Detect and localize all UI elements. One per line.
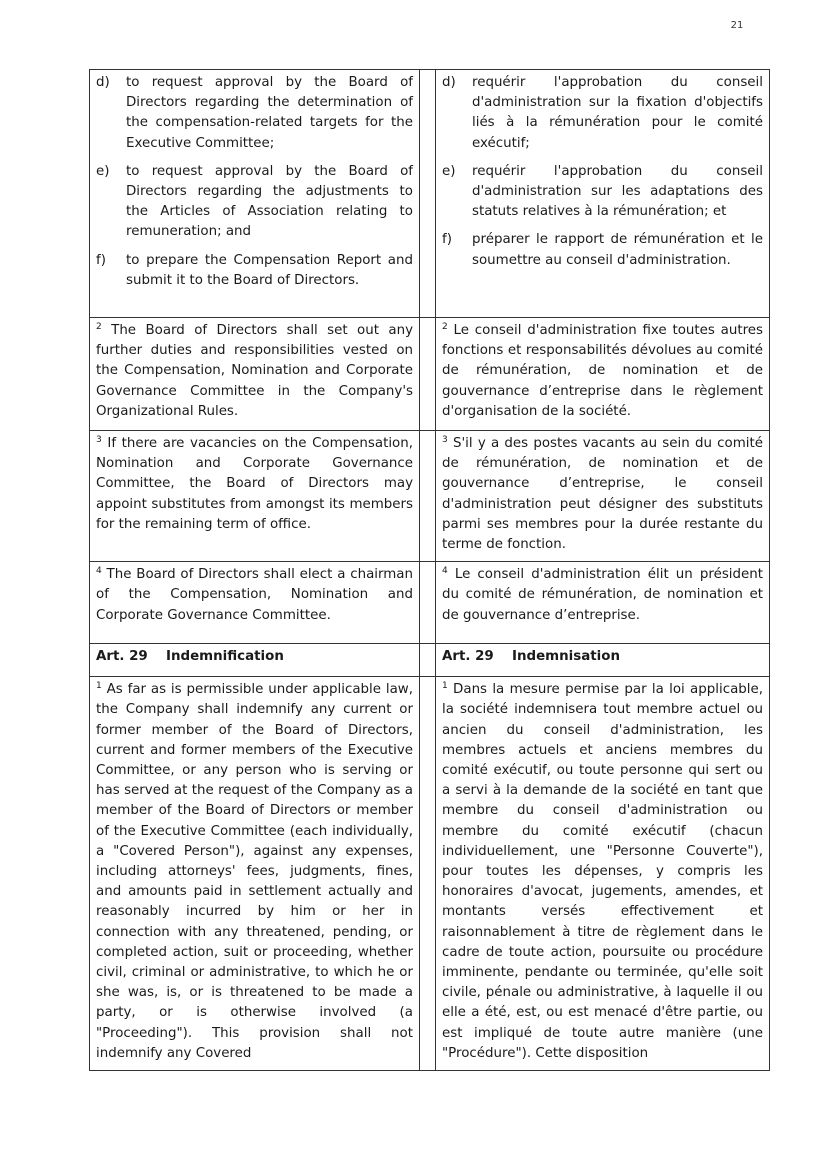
paragraph-4-fr: $^4$ Le conseil d'administration élit un président du comité de rémunération, de nomination et de gouvernance d’entreprise. (436, 562, 770, 644)
duties-list-fr (436, 70, 770, 318)
bilingual-articles-table (89, 69, 770, 1071)
paragraph-2-fr: $^2$ Le conseil d'administration fixe toutes autres fonctions et responsabilités dévolues au comité de rémunération, de nomination et de gouvernance d’entreprise dans le règlement d'organisation de la société. (436, 318, 770, 431)
paragraph-3-en: $^3$ If there are vacancies on the Compensation, Nomination and Corporate Governance Committee, the Board of Directors may appoint substitutes from amongst its members for the remaining term of office. (90, 431, 420, 562)
duties-list-en (90, 70, 420, 318)
page-number: 21 (730, 20, 744, 31)
duties-list-row (90, 70, 770, 318)
article-29-paragraph-1-row (90, 677, 770, 1071)
column-gap (420, 431, 436, 562)
list-item: f) préparer le rapport de rémunération et le soumettre au conseil d'administration. (442, 232, 763, 268)
column-gap (420, 318, 436, 431)
paragraph-2-row (90, 318, 770, 431)
list-item: e) requérir l'approbation du conseil d'administration sur les adaptations des statuts relatives à la rémunération; et (442, 163, 763, 220)
column-gap (420, 644, 436, 677)
column-gap (420, 70, 436, 318)
article-heading-en: Art. 29 Indemnification (90, 644, 420, 677)
paragraph-2-en: $^2$ The Board of Directors shall set out any further duties and responsibilities vested on the Compensation, Nomination and Corporate Governance Committee in the Company's Organizational Rules. (90, 318, 420, 431)
list-item: f) to prepare the Compensation Report and submit it to the Board of Directors. (96, 252, 413, 288)
paragraph-4-row (90, 562, 770, 644)
list-item: d) requérir l'approbation du conseil d'administration sur la fixation d'objectifs liés à la rémunération pour le comité exécutif; (442, 75, 763, 151)
paragraph-3-row (90, 431, 770, 562)
list-item: e) to request approval by the Board of Directors regarding the adjustments to the Articles of Association relating to remuneration; and (96, 163, 413, 240)
column-gap (420, 562, 436, 644)
paragraph-3-fr: $^3$ S'il y a des postes vacants au sein du comité de rémunération, de nomination et de gouvernance d’entreprise, le conseil d'administration peut désigner des substituts parmi ses membres pour la durée restante du terme de fonction. (436, 431, 770, 562)
column-gap (420, 677, 436, 1071)
article-29-paragraph-1-en: $^1$ As far as is permissible under applicable law, the Company shall indemnify any current or former member of the Board of Directors, current and former members of the Executive Committee, or any person who is serving or has served at the request of the Company as a member of the Board of Directors or member of the Executive Committee (each individually, a "Covered Person"), against any expenses, including attorneys' fees, judgments, fines, and amounts paid in settlement actually and reasonably incurred by him or her in connection with any threatened, pending, or completed action, suit or proceeding, whether civil, criminal or administrative, to which he or she was, is, or is threatened to be made a party, or is otherwise involved (a "Proceeding"). This provision shall not indemnify any Covered (90, 677, 420, 1071)
list-item: d) to request approval by the Board of Directors regarding the determination of the compensation-related targets for the Executive Committee; (96, 75, 413, 151)
paragraph-4-en: $^4$ The Board of Directors shall elect a chairman of the Compensation, Nomination and Corporate Governance Committee. (90, 562, 420, 644)
article-heading-fr: Art. 29 Indemnisation (436, 644, 770, 677)
article-29-paragraph-1-fr: $^1$ Dans la mesure permise par la loi applicable, la société indemnisera tout membre actuel ou ancien du conseil d'administration, les membres actuels et anciens membres du comité exécutif, ou toute personne qui sert ou a servi à la demande de la société en tant que membre du conseil d'administration ou membre du comité exécutif (chacun individuellement, une "Personne Couverte"), pour toutes les dépenses, y compris les honoraires d'avocat, jugements, amendes, et montants versés effectivement et raisonnablement à titre de règlement dans le cadre de toute action, poursuite ou procédure imminente, pendante ou terminée, qu'elle soit civile, pénale ou administrative, à laquelle il ou elle a été, est, ou est menacé d'être partie, ou est impliqué de toute autre manière (une "Procédure"). Cette disposition (436, 677, 770, 1071)
article-29-heading-row (90, 644, 770, 677)
